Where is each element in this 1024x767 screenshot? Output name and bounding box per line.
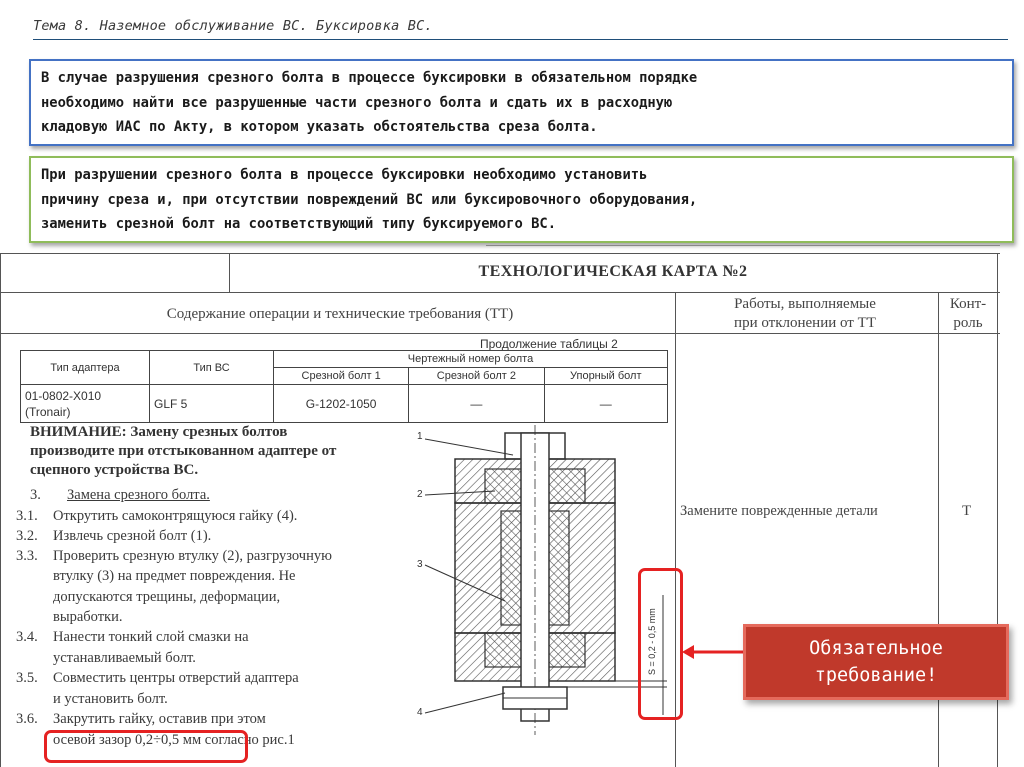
attention-note [30,423,410,480]
bolt-table-cell: — [544,385,668,423]
table-continuation-caption: Продолжение таблицы 2 [480,337,618,351]
gap-highlight [638,568,683,720]
deviation-work-text: Замените поврежденные детали [680,503,878,519]
bolt-table-header: Срезной болт 2 [409,368,544,385]
procedure-step [16,669,406,688]
step-text: выработки. [53,609,123,625]
callout-leader [425,439,513,455]
gap-text-highlight [44,730,248,763]
notice-bolt-replacement [29,156,1014,243]
step-text: Нанести тонкий слой смазки на [53,629,249,645]
column-header-deviation [690,295,920,333]
step-number: 3.1. [16,508,38,524]
callout-number: 3 [417,559,423,570]
step-number: 3.5. [16,670,38,686]
notice-line: причину среза и, при отсутствии повреждений ВС или буксировочного оборудования, [41,191,698,208]
column-header-line: Конт- [949,296,987,312]
step-text: устанавливаемый болт. [53,650,196,666]
procedure-step [16,649,406,668]
badge-line: требование! [814,665,938,686]
step-number: 3.6. [16,711,38,727]
notice-line: При разрушении срезного болта в процессе буксировки необходимо установить [41,167,648,183]
step-text: Проверить срезную втулку (2), разгрузочную [53,548,332,564]
badge-line: Обязательное [809,638,943,659]
procedure-step [16,710,406,729]
step-text: и установить болт. [53,691,168,707]
table-border [0,333,1000,334]
callout-number: 1 [417,431,423,442]
attention-line: сцепного устройства ВС. [30,462,199,478]
table-border [0,292,1000,293]
bolt-table [20,350,668,423]
adapter-line: (Tronair) [25,404,71,419]
bolt-table-cell: G-1202-1050 [274,385,409,423]
procedure-step [16,588,406,607]
procedure-step [16,628,406,647]
tech-card-title: ТЕХНОЛОГИЧЕСКАЯ КАРТА №2 [478,263,748,280]
step-number: 3. [30,487,41,503]
mandatory-requirement-badge [743,624,1009,700]
step-text: Извлечь срезной болт (1). [53,528,212,544]
notice-line: необходимо найти все разрушенные части срезного болта и сдать их в расходную [41,94,673,111]
callout-leader [425,693,505,713]
step-number: 3.3. [16,548,38,564]
adapter-line: 01-0802-X010 [25,388,102,403]
step-text: Закрутить гайку, оставив при этом [53,711,266,727]
notice-line: заменить срезной болт на соответствующий типу буксируемого ВС. [41,216,556,232]
callout-number: 4 [417,707,423,718]
step-text: втулку (3) на предмет повреждения. Не [53,568,296,584]
callout-number: 2 [417,489,423,500]
column-header-content: Содержание операции и технические требования (ТТ) [166,306,514,322]
title-divider [33,39,1008,40]
step-text: Совместить центры отверстий адаптера [53,670,299,686]
bolt-table-header: Тип адаптера [21,351,150,385]
gap-dimension-label: S = 0,2 - 0,5 mm [647,608,657,675]
column-header-line: при отклонении от ТТ [734,315,876,331]
attention-line: производите при отстыкованном адаптере от [30,443,337,459]
notice-bolt-parts [29,59,1014,146]
procedure-step [30,486,420,505]
bolt-table-cell [21,385,150,423]
step-number: 3.4. [16,629,38,645]
procedure-step [16,547,406,566]
notice-line: В случае разрушения срезного болта в процессе буксировки в обязательном порядке [41,70,698,86]
bolt-table-cell: — [409,385,544,423]
column-header-line: роль [953,315,983,331]
table-border-left [0,253,1,767]
slide-title: Тема 8. Наземное обслуживание ВС. Буксировка ВС. [33,18,433,34]
step-text: Открутить самоконтрящуюся гайку (4). [53,508,298,524]
procedure-step [16,690,406,709]
procedure-step [16,567,406,586]
step-text: Замена срезного болта. [67,487,210,503]
procedure-step [16,608,406,627]
bolt-table-header: Тип ВС [150,351,274,385]
bolt-table-header: Срезной болт 1 [274,368,409,385]
control-mark: Т [962,503,972,519]
attention-line: ВНИМАНИЕ: Замену срезных болтов [30,424,288,440]
table-border-top [0,253,1000,254]
arrow-icon [680,640,746,664]
step-number: 3.2. [16,528,38,544]
notice-line: кладовую ИАС по Акту, в котором указать обстоятельства среза болта. [41,119,598,135]
bolt-table-header: Упорный болт [544,368,668,385]
column-header-control [940,295,996,333]
bolt-assembly-drawing [405,425,675,745]
step-text: допускаются трещины, деформации, [53,589,281,605]
bolt-table-header: Чертежный номер болта [274,351,668,368]
step-text: осевой зазор 0,2÷0,5 мм согласно рис.1 [53,732,295,748]
procedure-step [16,527,406,546]
column-header-line: Работы, выполняемые [734,296,876,312]
scan-edge-line [486,245,1000,246]
procedure-step [16,507,406,526]
bolt-table-cell: GLF 5 [150,385,274,423]
